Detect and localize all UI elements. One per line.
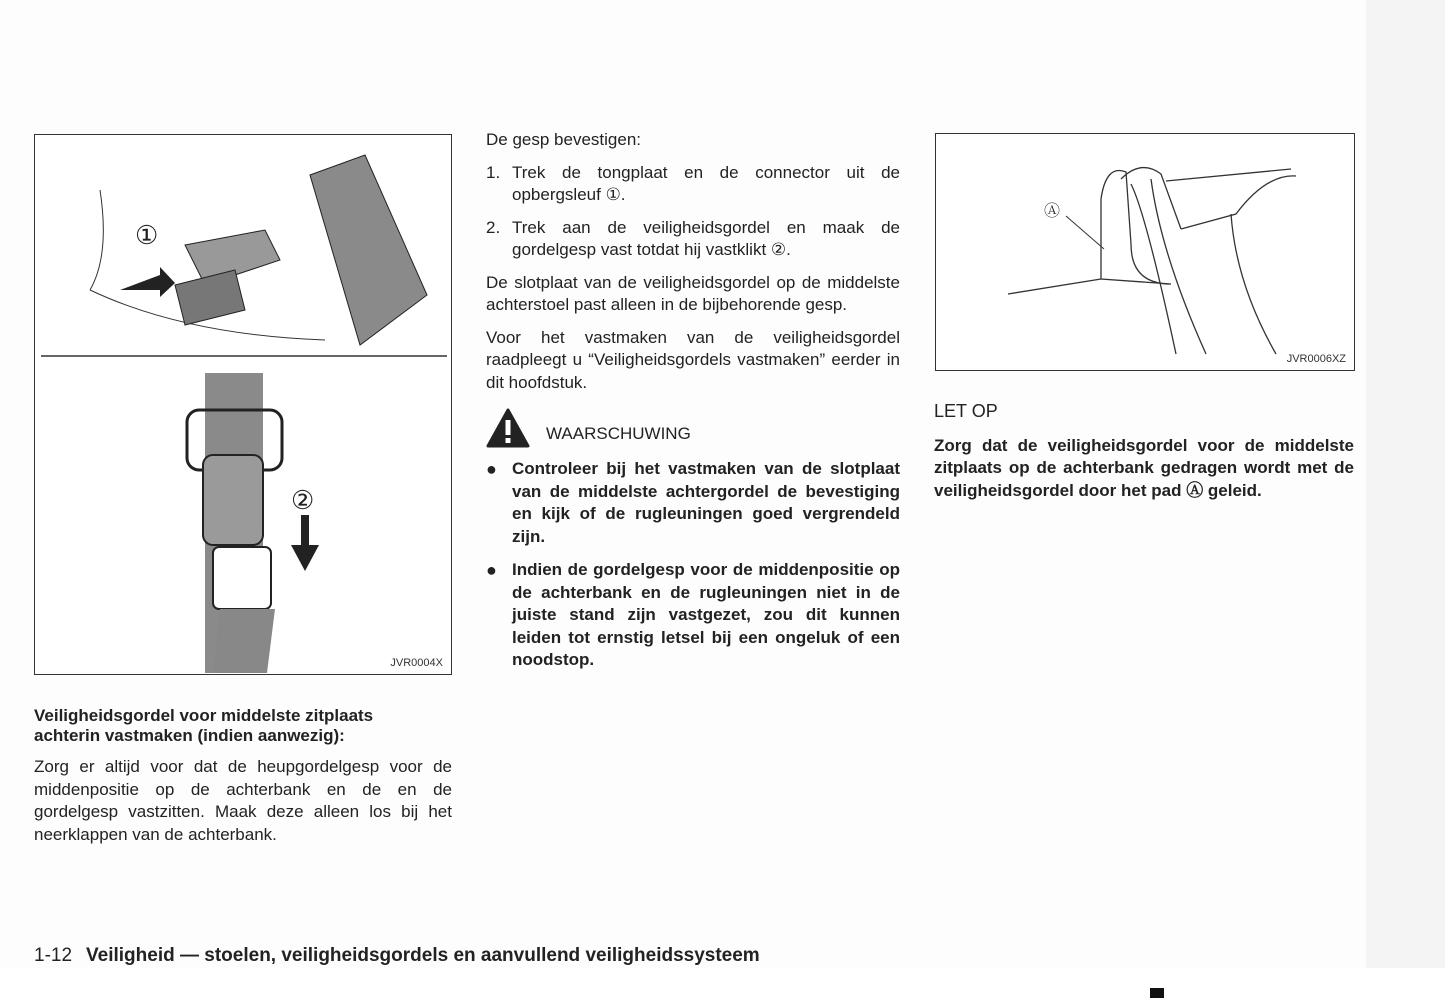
page-edge: [1366, 0, 1445, 998]
body-text: Voor het vastmaken van de veiligheidsgordel raadpleegt u “Veiligheidsgordels vastmaken” eerder in dit hoofdstuk.: [486, 327, 900, 392]
warning-header: [486, 408, 900, 448]
buckle-illustration: [34, 134, 452, 675]
page-footer: [34, 945, 760, 967]
warning-item: [486, 458, 900, 548]
page-marker: [1150, 988, 1164, 998]
bullet-icon: ●: [486, 459, 497, 479]
warning-item: [486, 559, 900, 672]
warning-title: WAARSCHUWING: [546, 423, 691, 443]
callout-a: Ⓐ: [1044, 203, 1061, 220]
bullet-icon: ●: [486, 560, 497, 580]
section-heading: Veiligheidsgordel voor middelste zitplaats achterin vastmaken (indien aanwezig):: [34, 706, 374, 745]
step-number: 2.: [486, 217, 501, 237]
warning-text: Controleer bij het vastmaken van de slotplaat van de middelste achtergordel de bevestiging en kijk of de rugleuningen goed vergrendeld zijn.: [512, 459, 900, 546]
buckle-drawing: [35, 135, 451, 674]
middle-column: [486, 129, 900, 683]
body-text: Zorg er altijd voor dat de heupgordelgesp voor de middenpositie op de achterbank en de en de gordelgesp vastzitten. Maak deze alleen los bij het neerklappen van de achterbank.: [34, 757, 452, 844]
warning-text: Indien de gordelgesp voor de middenpositie op de achterbank en de rugleuningen niet in de juiste stand zijn vastgezet, zou dit kunnen leiden tot ernstig letsel bij een ongeluk of een noodstop.: [512, 560, 900, 669]
left-column: [34, 706, 452, 856]
intro-text: De gesp bevestigen:: [486, 130, 641, 149]
step-text: Trek de tongplaat en de connector uit de opbergsleuf ①.: [512, 162, 900, 204]
step-item: [486, 162, 900, 207]
right-column: [934, 400, 1354, 512]
warning-triangle-icon: [486, 408, 530, 448]
figure-code: JVR0004X: [390, 657, 443, 669]
callout-1: ①: [135, 220, 159, 250]
chapter-title: Veiligheid — stoelen, veiligheidsgordels en aanvullend veiligheidssysteem: [86, 945, 760, 966]
caution-title: LET OP: [934, 401, 998, 421]
caution-text: Zorg dat de veiligheidsgordel voor de middelste zitplaats op de achterbank gedragen wordt met de veiligheidsgordel door het pad Ⓐ geleid.: [934, 435, 1354, 500]
bottom-margin: [0, 968, 1445, 998]
figure-code: JVR0006XZ: [1286, 353, 1346, 365]
seat-belt-guide-illustration: [935, 133, 1355, 371]
step-item: [486, 217, 900, 262]
step-number: 1.: [486, 162, 501, 182]
step-text: Trek aan de veiligheidsgordel en maak de gordelgesp vast totdat hij vastklikt ②.: [512, 217, 900, 259]
callout-2: ②: [291, 485, 315, 515]
body-text: De slotplaat van de veiligheidsgordel op de middelste achterstoel past alleen in de bijbehorende gesp.: [486, 272, 900, 314]
seat-drawing: [936, 134, 1354, 370]
page-number: 1-12: [34, 945, 73, 966]
